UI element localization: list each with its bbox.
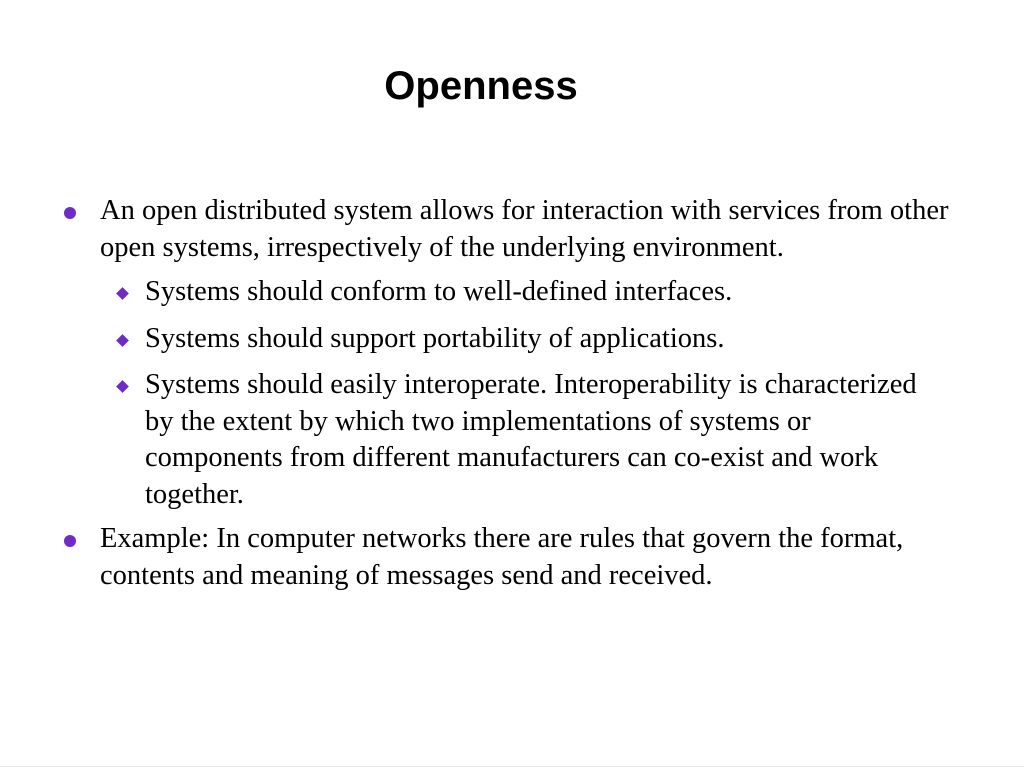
sub-bullet-text: Systems should conform to well-defined interfaces.	[145, 276, 733, 307]
bullet-text: Example: In computer networks there are rules that govern the format, contents and meaning of messages send and received.	[100, 523, 904, 591]
slide-title: Openness	[384, 64, 578, 108]
round-bullet-icon	[64, 207, 76, 219]
bullet-text: An open distributed system allows for interaction with services from other open systems, irrespectively of the underlying environment.	[100, 195, 949, 263]
sub-bullet-item	[100, 321, 984, 358]
diamond-bullet-icon	[116, 334, 129, 347]
bullet-item	[0, 521, 1024, 594]
diamond-bullet-icon	[116, 287, 129, 300]
bullet-list	[0, 193, 1024, 594]
sub-bullet-text: Systems should support portability of applications.	[145, 322, 725, 354]
sub-bullet-text: Systems should easily interoperate. Interoperability is characterized by the extent by which two implementations of systems or components from different manufacturers can co-exist and work together.	[145, 369, 917, 510]
sub-bullet-item	[100, 274, 984, 311]
round-bullet-icon	[64, 535, 76, 547]
diamond-bullet-icon	[116, 380, 129, 393]
bullet-item	[0, 193, 1024, 513]
sub-bullet-item	[100, 367, 984, 513]
sub-bullet-list	[100, 274, 984, 513]
bottom-divider	[0, 766, 1024, 767]
